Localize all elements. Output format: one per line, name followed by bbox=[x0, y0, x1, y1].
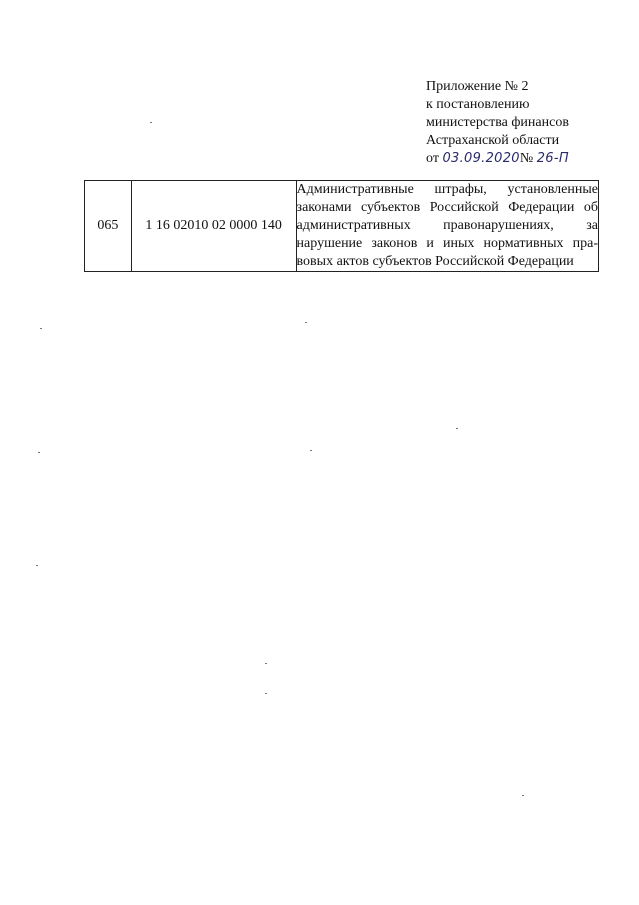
revenue-name-line: законами субъектов Российской Федерации об bbox=[296, 200, 598, 215]
chapter-code-cell: 065 bbox=[85, 181, 132, 272]
scan-speck bbox=[38, 452, 40, 453]
handwritten-number: 26-П bbox=[536, 151, 569, 166]
revenue-name-cell bbox=[296, 181, 598, 272]
handwritten-date: 03.09.2020 bbox=[442, 151, 520, 166]
scan-speck bbox=[456, 428, 458, 429]
scan-speck bbox=[150, 122, 152, 123]
appendix-reference: к постановлению bbox=[426, 97, 530, 112]
revenue-name-line: вовых актов субъектов Российской Федерации bbox=[296, 254, 574, 269]
appendix-header bbox=[426, 78, 616, 168]
date-prefix: от bbox=[426, 151, 439, 166]
revenue-name-line: нарушение законов и иных нормативных пра- bbox=[296, 236, 598, 251]
revenue-name-line: административных правонарушениях, за bbox=[296, 218, 598, 233]
budget-codes-table bbox=[84, 180, 599, 272]
scan-speck bbox=[305, 322, 307, 323]
number-sign: № bbox=[519, 151, 534, 166]
scan-speck bbox=[265, 693, 267, 694]
table-row bbox=[85, 181, 599, 272]
appendix-title: Приложение № 2 bbox=[426, 79, 529, 94]
revenue-name-line: Административные штрафы, установленные bbox=[296, 182, 598, 197]
kbk-code-cell: 1 16 02010 02 0000 140 bbox=[131, 181, 296, 272]
appendix-region: Астраханской области bbox=[426, 133, 560, 148]
scan-speck bbox=[265, 663, 267, 664]
scan-speck bbox=[36, 565, 38, 566]
scan-speck bbox=[310, 450, 312, 451]
scan-speck bbox=[522, 795, 524, 796]
appendix-ministry: министерства финансов bbox=[426, 115, 569, 130]
scan-speck bbox=[40, 328, 42, 329]
appendix-date-line bbox=[426, 150, 616, 168]
